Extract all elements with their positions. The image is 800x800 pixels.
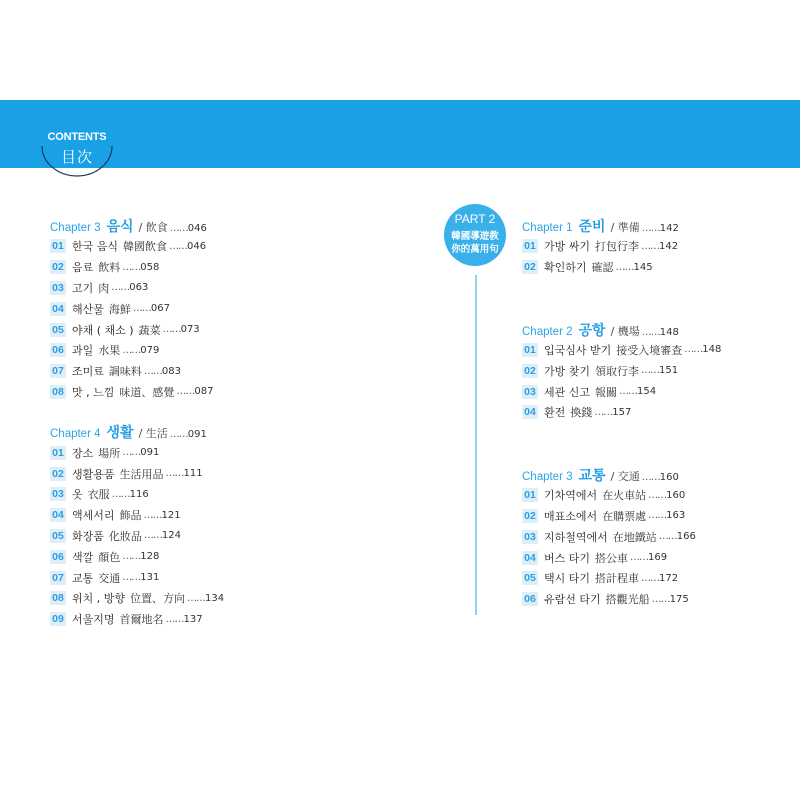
toc-entry[interactable] bbox=[522, 589, 792, 610]
leader-dots: …… bbox=[165, 468, 184, 480]
page-number: 091 bbox=[187, 429, 207, 441]
entry-title-zh: 生活用品 bbox=[119, 467, 164, 481]
leader-dots: …… bbox=[176, 386, 195, 398]
part-subtitle-line2: 你的萬用句 bbox=[451, 244, 499, 255]
page-number: 058 bbox=[140, 261, 160, 273]
entry-title-ko: 교통 bbox=[72, 571, 94, 585]
chapter-title-zh: / 交通 bbox=[610, 469, 640, 483]
leader-dots: …… bbox=[143, 530, 162, 542]
part-title: PART 2 bbox=[454, 212, 496, 226]
page-number: 142 bbox=[659, 240, 679, 252]
entry-number-badge: 09 bbox=[50, 612, 66, 626]
entry-number-badge: 02 bbox=[522, 260, 538, 274]
entry-title-zh: 飲料 bbox=[98, 261, 121, 275]
leader-dots: …… bbox=[658, 531, 677, 543]
entry-title-zh: 化妝品 bbox=[108, 529, 142, 543]
page-number: 134 bbox=[205, 592, 225, 604]
entry-title-zh: 衣服 bbox=[87, 488, 110, 502]
leader-dots: …… bbox=[641, 326, 660, 338]
chapter-title-ko: 준비 bbox=[578, 219, 606, 235]
chapter-title-ko: 생활 bbox=[106, 425, 134, 442]
entry-number-badge: 02 bbox=[522, 509, 538, 523]
chapter-title-zh: / 機場 bbox=[610, 324, 640, 338]
page-number: 154 bbox=[637, 386, 657, 398]
entry-number-badge: 06 bbox=[50, 343, 66, 357]
toc-entry[interactable] bbox=[50, 340, 410, 361]
leader-dots: …… bbox=[648, 510, 667, 522]
page-number: 160 bbox=[666, 489, 686, 501]
entry-title-zh: 報關 bbox=[595, 385, 618, 399]
toc-entry[interactable] bbox=[50, 463, 410, 484]
chapter-heading[interactable] bbox=[50, 422, 410, 442]
contents-label-en: CONTENTS bbox=[47, 131, 107, 143]
entry-title-zh: 確認 bbox=[591, 261, 614, 275]
toc-entry[interactable] bbox=[50, 236, 410, 257]
chapter-heading[interactable] bbox=[522, 465, 792, 485]
entry-title-ko: 액세서리 bbox=[72, 509, 115, 523]
page-number: 111 bbox=[183, 468, 203, 480]
entry-number-badge: 04 bbox=[50, 302, 66, 316]
entry-title-zh: 位置、方向 bbox=[130, 592, 185, 606]
entry-title-ko: 생활용품 bbox=[72, 467, 115, 481]
toc-entry[interactable] bbox=[522, 381, 792, 402]
toc-entry[interactable] bbox=[50, 257, 410, 278]
leader-dots: …… bbox=[111, 282, 130, 294]
leader-dots: …… bbox=[169, 223, 188, 234]
chapter-title-zh: / 生活 bbox=[138, 427, 168, 441]
entry-number-badge: 05 bbox=[522, 571, 538, 585]
toc-entry[interactable] bbox=[522, 506, 792, 527]
entry-title-zh: 首爾地名 bbox=[119, 613, 164, 627]
page-number: 046 bbox=[187, 240, 207, 252]
page-number: 116 bbox=[129, 488, 149, 500]
entry-number-badge: 01 bbox=[522, 239, 538, 253]
entry-title-zh: 調味料 bbox=[108, 365, 142, 379]
contents-badge bbox=[38, 128, 116, 178]
entry-title-ko: 버스 타기 bbox=[544, 551, 591, 565]
toc-entry[interactable] bbox=[522, 236, 792, 257]
entry-number-badge: 01 bbox=[50, 239, 66, 253]
entry-title-ko: 야채 ( 채소 ) bbox=[72, 323, 134, 337]
page-number: 160 bbox=[659, 471, 679, 483]
entry-title-ko: 조미료 bbox=[72, 365, 104, 379]
chapter-label: Chapter 3 bbox=[522, 470, 573, 483]
entry-title-ko: 환전 bbox=[544, 406, 566, 420]
entry-number-badge: 02 bbox=[50, 260, 66, 274]
leader-dots: …… bbox=[162, 324, 181, 336]
entry-title-ko: 지하철역에서 bbox=[544, 530, 608, 544]
entry-title-zh: 在火車站 bbox=[602, 489, 647, 503]
leader-dots: …… bbox=[648, 489, 667, 501]
chapter-title-zh: / 準備 bbox=[610, 221, 640, 234]
entry-number-badge: 05 bbox=[50, 323, 66, 337]
leader-dots: …… bbox=[630, 552, 649, 564]
entry-title-zh: 接受入境審查 bbox=[616, 343, 683, 357]
entry-title-zh: 蔬菜 bbox=[138, 323, 161, 337]
entry-title-ko: 맛 , 느낌 bbox=[72, 385, 115, 399]
toc-entry[interactable] bbox=[50, 526, 410, 547]
entry-title-ko: 고기 bbox=[72, 281, 94, 295]
entry-number-badge: 07 bbox=[50, 364, 66, 378]
toc-entry[interactable] bbox=[50, 609, 410, 630]
chapter-heading[interactable] bbox=[522, 216, 792, 236]
page-number: 079 bbox=[140, 344, 160, 356]
toc-entry[interactable] bbox=[50, 505, 410, 526]
leader-dots: …… bbox=[641, 223, 660, 234]
page-number: 083 bbox=[161, 365, 181, 377]
page-number: 166 bbox=[676, 531, 696, 543]
entry-title-zh: 在購票處 bbox=[602, 509, 647, 523]
toc-entry[interactable] bbox=[50, 588, 410, 609]
toc-entry[interactable] bbox=[522, 568, 792, 589]
entry-title-ko: 장소 bbox=[72, 446, 94, 460]
leader-dots: …… bbox=[111, 488, 130, 500]
toc-entry[interactable] bbox=[522, 485, 792, 506]
entry-title-ko: 기차역에서 bbox=[544, 489, 598, 503]
leader-dots: …… bbox=[169, 429, 188, 441]
chapter-label: Chapter 2 bbox=[522, 325, 573, 338]
entry-title-zh: 場所 bbox=[98, 446, 121, 460]
toc-entry[interactable] bbox=[50, 546, 410, 567]
chapter-heading[interactable] bbox=[522, 320, 792, 340]
chapter-label: Chapter 3 bbox=[50, 222, 101, 234]
right-column bbox=[522, 216, 792, 610]
entry-number-badge: 06 bbox=[50, 550, 66, 564]
leader-dots: …… bbox=[684, 344, 703, 356]
chapter-label: Chapter 1 bbox=[522, 222, 573, 234]
toc-entry[interactable] bbox=[50, 484, 410, 505]
column-divider bbox=[475, 275, 477, 615]
chapter-label: Chapter 4 bbox=[50, 428, 101, 441]
page-number: 087 bbox=[194, 386, 214, 398]
entry-title-ko: 택시 타기 bbox=[544, 572, 591, 586]
page-number: 046 bbox=[187, 223, 207, 234]
leader-dots: …… bbox=[651, 593, 670, 605]
toc-entry[interactable] bbox=[50, 567, 410, 588]
leader-dots: …… bbox=[169, 240, 188, 252]
entry-number-badge: 01 bbox=[522, 343, 538, 357]
leader-dots: …… bbox=[165, 613, 184, 625]
entry-title-zh: 交通 bbox=[98, 571, 121, 585]
entry-number-badge: 03 bbox=[522, 530, 538, 544]
entry-number-badge: 06 bbox=[522, 592, 538, 606]
leader-dots: …… bbox=[122, 344, 141, 356]
contents-label-zh: 目次 bbox=[60, 148, 93, 166]
entry-number-badge: 02 bbox=[522, 364, 538, 378]
toc-entry[interactable] bbox=[50, 319, 410, 340]
toc-entry[interactable] bbox=[522, 257, 792, 278]
toc-entry[interactable] bbox=[50, 298, 410, 319]
entry-number-badge: 07 bbox=[50, 571, 66, 585]
toc-entry[interactable] bbox=[50, 278, 410, 299]
entry-title-zh: 味道、感覺 bbox=[119, 385, 175, 399]
toc-entry[interactable] bbox=[522, 360, 792, 381]
chapter-title-ko: 공항 bbox=[578, 322, 606, 339]
leader-dots: …… bbox=[594, 406, 613, 418]
page-number: 128 bbox=[140, 551, 160, 563]
left-column bbox=[50, 216, 410, 630]
page-number: 157 bbox=[612, 406, 632, 418]
chapter-title-zh: / 飲食 bbox=[138, 221, 168, 234]
entry-title-zh: 搭計程車 bbox=[595, 572, 640, 586]
part-subtitle-line1: 韓國導遊教 bbox=[451, 231, 499, 242]
toc-entry[interactable] bbox=[522, 402, 792, 423]
leader-dots: …… bbox=[641, 240, 660, 252]
entry-title-zh: 領取行李 bbox=[595, 364, 640, 378]
entry-number-badge: 05 bbox=[50, 529, 66, 543]
page-number: 148 bbox=[659, 326, 679, 338]
leader-dots: …… bbox=[122, 572, 141, 584]
toc-entry[interactable] bbox=[522, 547, 792, 568]
leader-dots: …… bbox=[143, 509, 162, 521]
entry-title-zh: 水果 bbox=[98, 344, 121, 358]
entry-title-zh: 韓國飲食 bbox=[123, 240, 168, 254]
entry-title-zh: 在地鐵站 bbox=[612, 530, 657, 544]
entry-title-ko: 입국심사 받기 bbox=[544, 343, 612, 357]
entry-title-ko: 음료 bbox=[72, 261, 94, 275]
entry-title-ko: 서울지명 bbox=[72, 613, 115, 627]
leader-dots: …… bbox=[641, 365, 660, 377]
entry-title-ko: 화장품 bbox=[72, 529, 104, 543]
page-number: 091 bbox=[140, 447, 160, 459]
entry-number-badge: 08 bbox=[50, 591, 66, 605]
entry-title-ko: 색깔 bbox=[72, 550, 94, 564]
entry-title-zh: 打包行李 bbox=[595, 240, 640, 254]
entry-title-zh: 海鮮 bbox=[108, 302, 131, 316]
leader-dots: …… bbox=[615, 261, 634, 273]
leader-dots: …… bbox=[143, 365, 162, 377]
entry-title-ko: 유람선 타기 bbox=[544, 593, 601, 607]
toc-entry[interactable] bbox=[50, 361, 410, 382]
entry-title-zh: 搭觀光船 bbox=[605, 593, 650, 607]
entry-number-badge: 08 bbox=[50, 385, 66, 399]
entry-number-badge: 03 bbox=[50, 281, 66, 295]
entry-title-zh: 搭公車 bbox=[595, 551, 629, 565]
entry-title-ko: 가방 싸기 bbox=[544, 240, 591, 254]
page-number: 137 bbox=[183, 613, 203, 625]
page-number: 175 bbox=[669, 593, 689, 605]
leader-dots: …… bbox=[122, 261, 141, 273]
toc-entry[interactable] bbox=[522, 340, 792, 361]
entry-title-zh: 肉 bbox=[98, 281, 110, 295]
entry-number-badge: 02 bbox=[50, 467, 66, 481]
page-number: 172 bbox=[659, 572, 679, 584]
entry-title-ko: 한국 음식 bbox=[72, 240, 119, 254]
page-number: 067 bbox=[150, 303, 170, 315]
toc-entry[interactable] bbox=[522, 526, 792, 547]
entry-title-ko: 확인하기 bbox=[544, 261, 587, 275]
page-number: 148 bbox=[702, 344, 722, 356]
leader-dots: …… bbox=[641, 572, 660, 584]
entry-title-ko: 해산물 bbox=[72, 302, 104, 316]
entry-number-badge: 04 bbox=[50, 508, 66, 522]
page-number: 124 bbox=[161, 530, 181, 542]
leader-dots: …… bbox=[187, 592, 205, 604]
page-number: 121 bbox=[161, 509, 181, 521]
header-banner bbox=[0, 100, 800, 168]
entry-title-zh: 飾品 bbox=[119, 509, 142, 523]
chapter-heading[interactable] bbox=[50, 216, 410, 236]
chapter-title-ko: 교통 bbox=[578, 467, 606, 484]
entry-number-badge: 03 bbox=[50, 487, 66, 501]
entry-title-ko: 매표소에서 bbox=[544, 509, 598, 523]
entry-title-ko: 옷 bbox=[72, 488, 83, 502]
page-number: 142 bbox=[659, 223, 679, 234]
entry-title-ko: 위치 , 방향 bbox=[72, 592, 125, 606]
leader-dots: …… bbox=[122, 447, 141, 459]
part-badge bbox=[444, 204, 506, 266]
entry-title-ko: 세관 신고 bbox=[544, 385, 591, 399]
page-number: 063 bbox=[129, 282, 149, 294]
page-number: 131 bbox=[140, 572, 160, 584]
entry-number-badge: 04 bbox=[522, 551, 538, 565]
leader-dots: …… bbox=[122, 551, 141, 563]
leader-dots: …… bbox=[619, 386, 638, 398]
entry-number-badge: 04 bbox=[522, 405, 538, 419]
entry-title-zh: 換錢 bbox=[570, 406, 593, 420]
leader-dots: …… bbox=[132, 303, 151, 315]
toc-entry[interactable] bbox=[50, 442, 410, 463]
page-number: 151 bbox=[659, 365, 679, 377]
page-number: 169 bbox=[648, 552, 668, 564]
entry-title-zh: 顏色 bbox=[98, 550, 121, 564]
leader-dots: …… bbox=[641, 471, 660, 483]
entry-number-badge: 03 bbox=[522, 385, 538, 399]
entry-number-badge: 01 bbox=[50, 446, 66, 460]
entry-title-ko: 가방 찾기 bbox=[544, 364, 591, 378]
chapter-title-ko: 음식 bbox=[106, 219, 134, 235]
entry-number-badge: 01 bbox=[522, 488, 538, 502]
page-number: 145 bbox=[633, 261, 653, 273]
page-number: 163 bbox=[666, 510, 686, 522]
toc-entry[interactable] bbox=[50, 382, 410, 403]
page-number: 073 bbox=[180, 324, 200, 336]
entry-title-ko: 과일 bbox=[72, 344, 94, 358]
